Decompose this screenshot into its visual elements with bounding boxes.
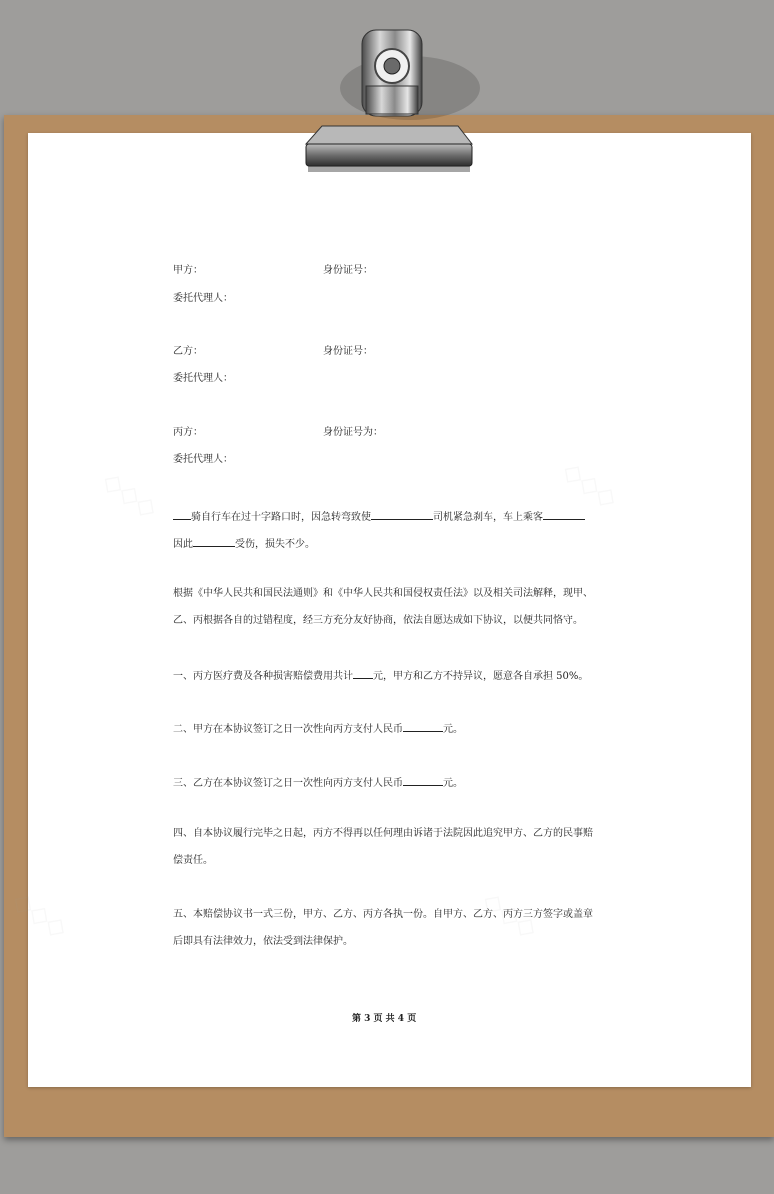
blank-total-amount (353, 667, 373, 679)
party-jia-agent-label: 委托代理人： (173, 293, 233, 304)
party-jia-label: 甲方： (173, 265, 203, 276)
party-yi-agent-label: 委托代理人： (173, 373, 233, 384)
blank-rider (173, 508, 191, 520)
blank-jia-payment (403, 720, 443, 732)
blank-injured (193, 535, 235, 547)
clause-5-line-1: 五、本赔偿协议书一式三份，甲方、乙方、丙方各执一份。自甲方、乙方、丙方三方签字或盖章 (173, 909, 593, 920)
blank-driver (371, 508, 433, 520)
clause-1: 一、丙方医疗费及各种损害赔偿费用共计 元，甲方和乙方不持异议，愿意各自承担 50%。 (173, 667, 588, 684)
party-yi-id-label: 身份证号： (323, 346, 373, 357)
party-bing-id-label: 身份证号为： (323, 427, 383, 438)
clause-2: 二、甲方在本协议签订之日一次性向丙方支付人民币 元。 (173, 720, 463, 737)
clause-4-line-1: 四、自本协议履行完毕之日起，丙方不得再以任何理由诉诸于法院因此追究甲方、乙方的民事赔 (173, 828, 593, 839)
party-yi-label: 乙方： (173, 346, 203, 357)
basis-line-1: 根据《中华人民共和国民法通则》和《中华人民共和国侵权责任法》以及相关司法解释，现甲、 (173, 588, 593, 599)
document-page (28, 133, 751, 1087)
clause-4-line-2: 偿责任。 (173, 855, 213, 866)
incident-line-1: 骑自行车在过十字路口时，因急转弯致使 司机紧急刹车，车上乘客 (173, 508, 585, 525)
clause-5-line-2: 后即具有法律效力，依法受到法律保护。 (173, 936, 353, 947)
page-number: 第 3 页 共 4 页 (352, 1014, 417, 1024)
blank-passenger (543, 508, 585, 520)
blank-yi-payment (403, 774, 443, 786)
party-bing-label: 丙方： (173, 427, 203, 438)
party-jia-id-label: 身份证号： (323, 265, 373, 276)
party-bing-agent-label: 委托代理人： (173, 454, 233, 465)
incident-line-2: 因此 受伤，损失不少。 (173, 535, 315, 552)
binder-clip-icon (300, 26, 480, 178)
basis-line-2: 乙、丙根据各自的过错程度，经三方充分友好协商，依法自愿达成如下协议，以便共同恪守。 (173, 615, 583, 626)
clause-3: 三、乙方在本协议签订之日一次性向丙方支付人民币 元。 (173, 774, 463, 791)
